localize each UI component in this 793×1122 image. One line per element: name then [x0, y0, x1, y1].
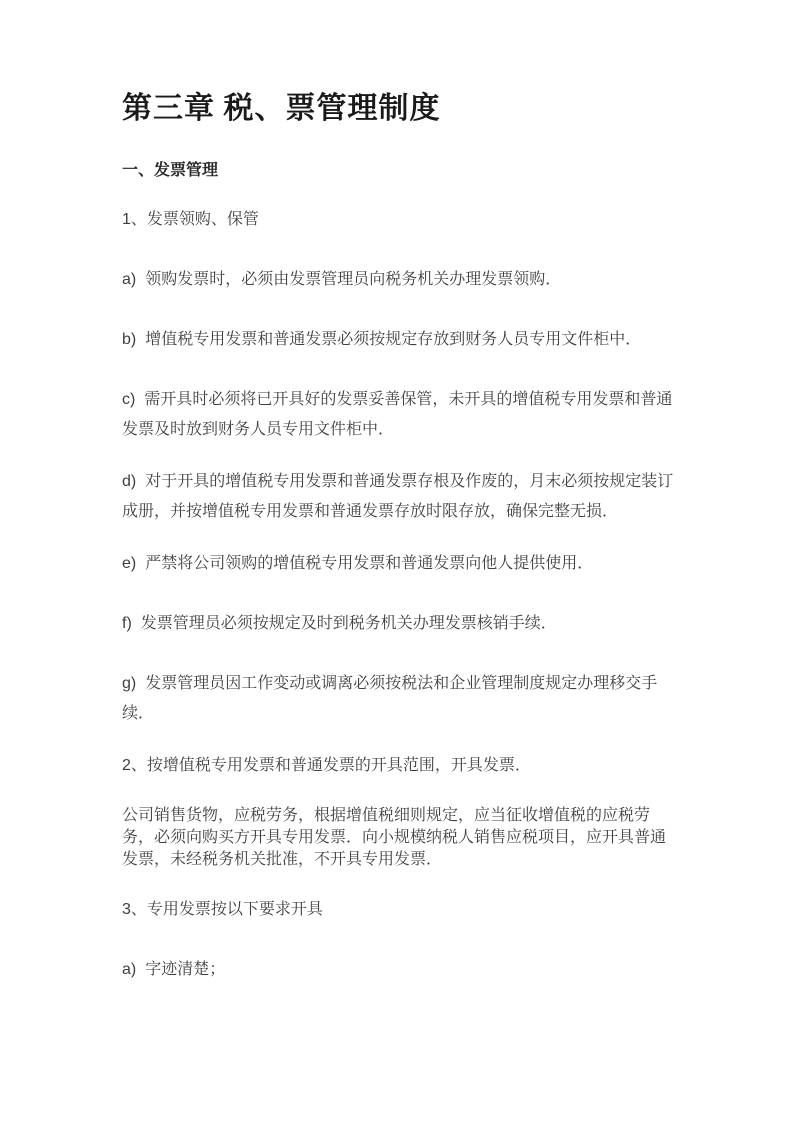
- paragraph-text: 领购发票时，必须由发票管理员向税务机关办理发票领购．: [145, 271, 562, 288]
- paragraph-clause-g: [122, 669, 678, 729]
- paragraph-clause-a: [122, 265, 678, 295]
- paragraph-text: 增值税专用发票和普通发票必须按规定存放到财务人员专用文件柜中．: [145, 331, 642, 348]
- section-heading: 一、发票管理: [122, 162, 219, 179]
- paragraph-clause-d: [122, 467, 678, 527]
- clause-label: a): [122, 961, 137, 978]
- clause-label: b): [122, 331, 137, 348]
- paragraph-text: 3、专用发票按以下要求开具: [122, 901, 323, 918]
- paragraph-text: 需开具时必须将已开具好的发票妥善保管，未开具的增值税专用发票和普通发票及时放到财务人员专用文件柜中．: [122, 391, 673, 438]
- clause-label: d): [122, 473, 137, 490]
- paragraph-text: 发票管理员因工作变动或调离必须按税法和企业管理制度规定办理移交手续．: [122, 675, 658, 722]
- paragraph-text: 对于开具的增值税专用发票和普通发票存根及作废的，月末必须按规定装订成册，并按增值税专用发票和普通发票存放时限存放，确保完整无损．: [122, 473, 674, 520]
- paragraph-item-1: [122, 205, 678, 235]
- page-title: 第三章 税、票管理制度: [122, 92, 441, 125]
- clause-label: f): [122, 615, 132, 632]
- clause-label: g): [122, 675, 137, 692]
- paragraph-clause-c: [122, 385, 678, 445]
- paragraph-clause-a2: [122, 955, 678, 985]
- clause-label: c): [122, 391, 136, 408]
- paragraph-clause-e: [122, 549, 678, 579]
- paragraph-text: 发票管理员必须按规定及时到税务机关办理发票核销手续．: [140, 615, 557, 632]
- paragraph-body: [122, 805, 678, 871]
- paragraph-text: 2、按增值税专用发票和普通发票的开具范围，开具发票．: [122, 757, 531, 774]
- paragraph-text: 字迹清楚；: [145, 961, 226, 978]
- paragraph-item-3: [122, 895, 678, 925]
- paragraph-text: 1、发票领购、保管: [122, 211, 259, 228]
- clause-label: e): [122, 555, 137, 572]
- paragraph-item-2: [122, 751, 678, 781]
- paragraph-text: 严禁将公司领购的增值税专用发票和普通发票向他人提供使用．: [145, 555, 594, 572]
- paragraph-text: 公司销售货物，应税劳务，根据增值税细则规定，应当征收增值税的应税劳务，必须向购买方开具专用发票．向小规模纳税人销售应税项目，应开具普通发票，未经税务机关批准，不开具专用发票．: [122, 807, 667, 868]
- clause-label: a): [122, 271, 137, 288]
- paragraph-clause-f: [122, 609, 678, 639]
- paragraph-clause-b: [122, 325, 678, 355]
